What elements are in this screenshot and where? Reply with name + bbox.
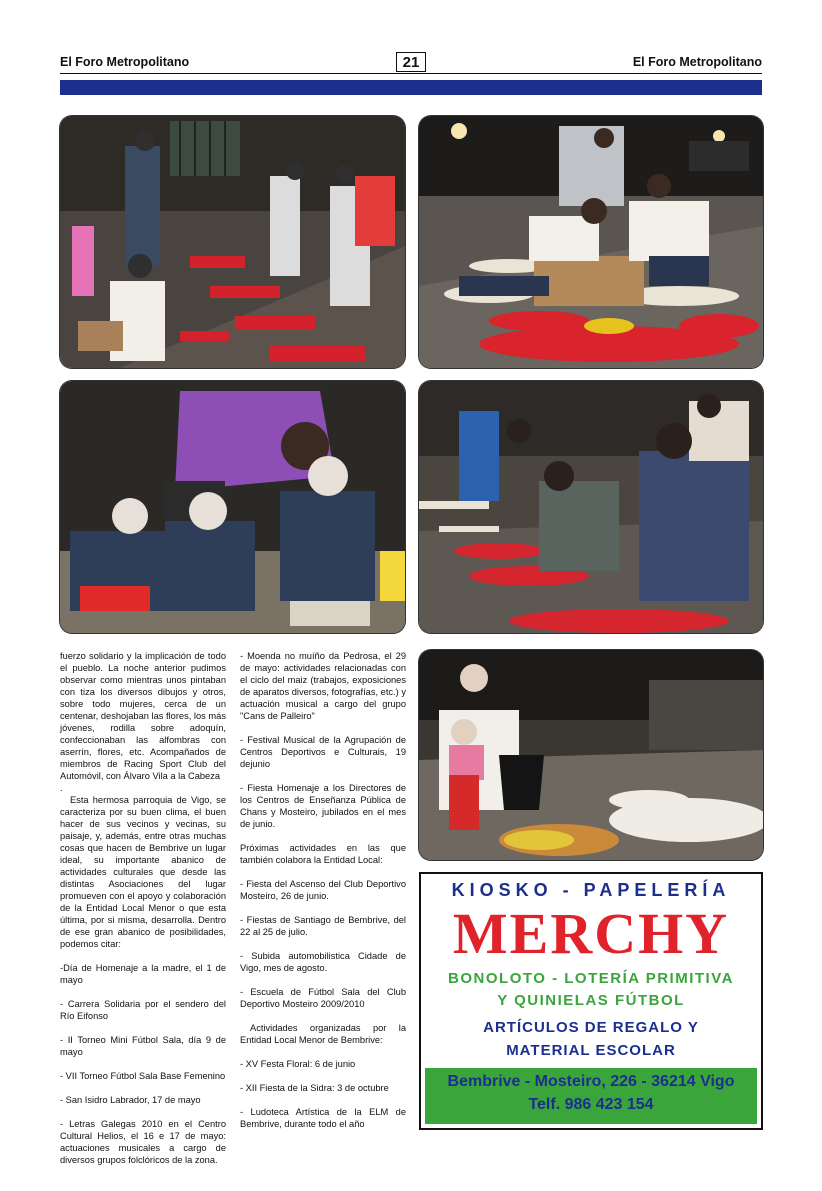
article-paragraph: Esta hermosa parroquia de Vigo, se caracteriza por su buen clima, el buen hacer de sus vecinos y vecinas, su paisaje, y, además, entre otras muchas cosas que hacen de Bembrive un lugar ideal, su importante abanico de actividades culturales que desde las distintas Asociaciones del lugar promueven con el apoyo y colaboración de la Entidad Local Menor o que esta última, por si misma, desarrolla. Dentro de ese gran abanico de posibilidades, podemos citar: [60, 795, 226, 949]
activity-item: - Subida automobilistica Cidade de Vigo, mes de agosto. [240, 951, 406, 973]
photo-kneeling-children-petals [419, 381, 763, 633]
photo-toddler-bucket [419, 650, 763, 860]
ad-quinielas-line: Y QUINIELAS FÚTBOL [497, 992, 685, 1009]
activity-item: - Letras Galegas 2010 en el Centro Cultural Helios, el 16 e 17 de mayo: actuaciones musicales a cargo de diversos grupos folclóricos de la zona. [60, 1119, 226, 1165]
ad-gifts-line: ARTÍCULOS DE REGALO Y [483, 1019, 699, 1036]
ad-brand-name: MERCHY [452, 901, 730, 966]
activity-item: -Día de Homenaje a la madre, el 1 de mayo [60, 963, 226, 985]
article-column-1 [60, 650, 226, 1178]
publication-title-right: El Foro Metropolitano [632, 55, 762, 69]
page-number: 21 [396, 52, 426, 72]
merchy-advertisement [419, 872, 763, 1130]
photo-man-with-children [60, 381, 405, 633]
activity-item: - Fiestas de Santiago de Bembrive, del 22 al 25 de julio. [240, 915, 406, 937]
ad-kiosk-line: KIOSKO - PAPELERÍA [451, 880, 731, 900]
header-color-band [60, 80, 762, 95]
article-paragraph: fuerzo solidario y la implicación de todo el pueblo. La noche anterior pudimos observar como mientras unos pintaban con tiza los diversos dibujos y otros, sobre todo mujeres, cerca de un centenar, deshojaban las flores, los más jóvenes, rodilla sobre adoquín, confeccionaban las alfombras con aserrín, flores, etc. Acompañados de miembros de Racing Sport Club del Automóvil, con Álvaro Vila a la Cabeza [60, 651, 226, 781]
page-header [60, 52, 762, 72]
publication-title-left: El Foro Metropolitano [60, 55, 190, 69]
activity-item: - Moenda no muíño da Pedrosa, el 29 de mayo: actividades relacionadas con el ciclo del maiz (trabajos, exposiciones de aparatos diversos, fotografías, etc.) y actuación musical a cargo del grupo "Cans de Palleiro" [240, 651, 406, 721]
section-intro: Actividades organizadas por la Entidad Local Menor de Bembrive: [240, 1023, 406, 1045]
activity-item: - II Torneo Mini Fútbol Sala, día 9 de mayo [60, 1035, 226, 1057]
activity-item: - Fiesta del Ascenso del Club Deportivo Mosteiro, 26 de junio. [240, 879, 406, 901]
ad-phone: Telf. 986 423 154 [528, 1096, 654, 1113]
ad-address: Bembrive - Mosteiro, 226 - 36214 Vigo [447, 1073, 735, 1090]
activity-item: - Escuela de Fútbol Sala del Club Deportivo Mosteiro 2009/2010 [240, 987, 406, 1009]
ad-contact-box [425, 1068, 757, 1124]
activity-item: - Ludoteca Artística de la ELM de Bembrive, durante todo el año [240, 1107, 406, 1129]
header-rule [60, 73, 762, 74]
article-paragraph: . [60, 783, 63, 793]
section-intro: Próximas actividades en las que también colabora la Entidad Local: [240, 843, 406, 865]
activity-item: - San Isidro Labrador, 17 de mayo [60, 1095, 201, 1105]
activity-item: - XII Fiesta de la Sidra: 3 de octubre [240, 1083, 389, 1093]
activity-item: - XV Festa Floral: 6 de junio [240, 1059, 356, 1069]
activity-item: - VII Torneo Fútbol Sala Base Femenino [60, 1071, 226, 1081]
activity-item: - Carrera Solidaria por el sendero del Río Eifonso [60, 999, 226, 1021]
photo-night-street-carpet-group [60, 116, 405, 368]
activity-item: - Fiesta Homenaje a los Directores de los Centros de Enseñanza Pública de Chans y Mosteiro, jubilados en el mes de junio. [240, 783, 406, 829]
article-column-2 [240, 650, 406, 1142]
activity-item: - Festival Musical de la Agrupación de Centros Deportivos e Culturais, 19 dejunio [240, 735, 406, 769]
photo-children-placing-petals [419, 116, 763, 368]
ad-school-line: MATERIAL ESCOLAR [506, 1042, 676, 1059]
ad-lottery-line: BONOLOTO - LOTERÍA PRIMITIVA [448, 970, 734, 987]
